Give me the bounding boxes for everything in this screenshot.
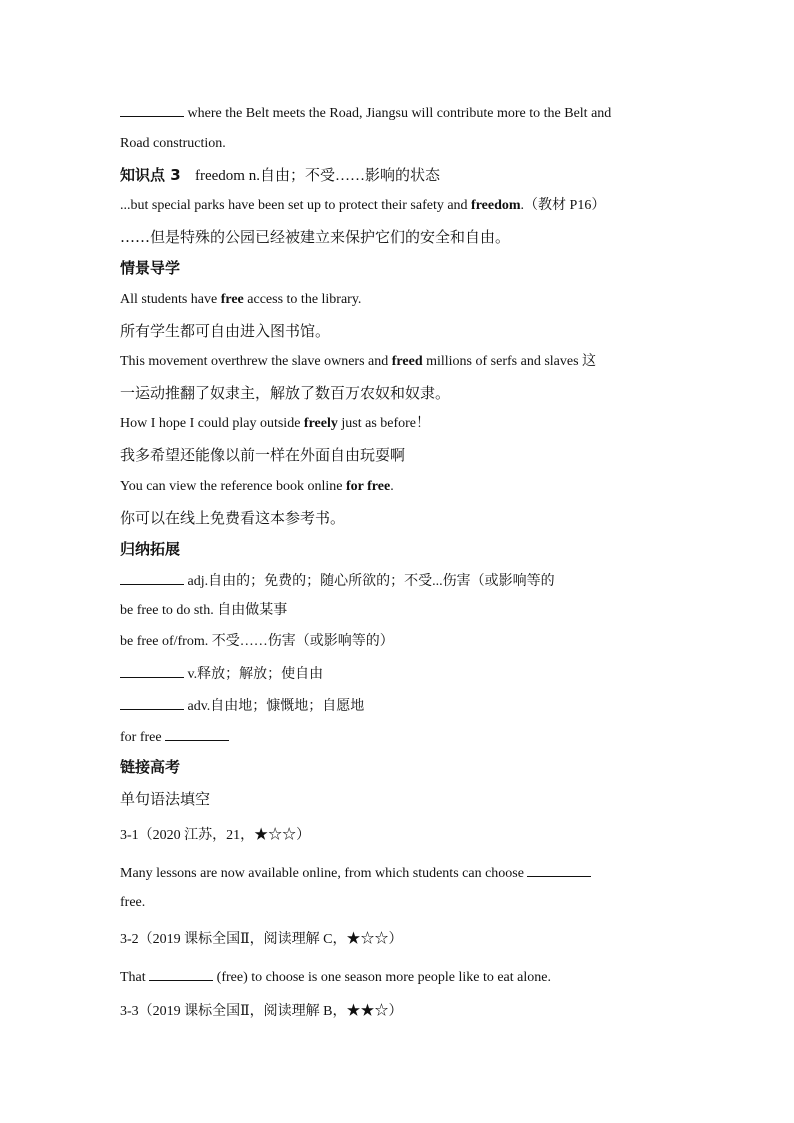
text: You can view the reference book online <box>120 479 347 494</box>
subsection-heading: 单句语法填空 <box>120 790 211 808</box>
keyword: free <box>220 292 244 307</box>
example-translation: 所有学生都可自由进入图书馆。 <box>120 322 331 340</box>
section-heading: 情景导学 <box>120 259 181 277</box>
question-number: 3-1（2020 江苏，21，★☆☆） <box>120 828 311 843</box>
summary-line <box>120 726 680 748</box>
kp-label: 知识点 3 <box>120 166 181 184</box>
text: millions of serfs and slaves 这 <box>422 354 597 369</box>
text: adv.自由地；慷慨地；自愿地 <box>184 699 365 714</box>
answer-blank[interactable] <box>120 695 184 710</box>
text: This movement overthrew the slave owners and <box>120 354 392 369</box>
example-sentence <box>120 290 680 310</box>
example-sentence <box>120 196 680 216</box>
text: adj.自由的；免费的；随心所欲的；不受...伤害（或影响等的 <box>184 574 555 589</box>
text: All students have <box>120 292 221 307</box>
answer-blank[interactable] <box>120 102 184 117</box>
answer-blank[interactable] <box>165 726 229 741</box>
kp-body: freedom n.自由；不受……影响的状态 <box>194 168 440 184</box>
example-translation: ……但是特殊的公园已经被建立来保护它们的安全和自由。 <box>120 228 511 246</box>
example-translation: 一运动推翻了奴隶主，解放了数百万农奴和奴隶。 <box>120 384 451 402</box>
text-line: Road construction. <box>120 136 226 151</box>
text: access to the library. <box>243 292 362 307</box>
text: v.释放；解放；使自由 <box>184 667 324 682</box>
question-text: free. <box>120 895 146 910</box>
answer-blank[interactable] <box>120 570 184 585</box>
text: Many lessons are now available online, from which students can choose <box>120 866 528 881</box>
summary-line: be free of/from. 不受……伤害（或影响等的） <box>120 634 394 649</box>
summary-line <box>120 695 680 717</box>
question-text <box>120 966 680 988</box>
text: ...but special parks have been set up to protect their safety and <box>120 198 472 213</box>
text: just as before！ <box>337 416 431 431</box>
text: where the Belt meets the Road, Jiangsu will contribute more to the Belt and <box>184 106 612 121</box>
answer-blank[interactable] <box>527 862 591 877</box>
answer-blank[interactable] <box>120 663 184 678</box>
question-text <box>120 862 680 884</box>
summary-line <box>120 570 680 592</box>
example-sentence <box>120 477 680 497</box>
example-sentence <box>120 414 680 434</box>
text: (free) to choose is one season more people like to eat alone. <box>213 970 551 985</box>
summary-line: be free to do sth. 自由做某事 <box>120 603 288 618</box>
example-translation: 我多希望还能像以前一样在外面自由玩耍啊 <box>120 446 406 464</box>
section-heading: 归纳拓展 <box>120 540 181 558</box>
example-sentence <box>120 352 680 372</box>
keyword: for free <box>346 479 391 494</box>
keyword: freely <box>303 416 338 431</box>
text: . <box>390 479 394 494</box>
keyword: freedom <box>471 198 521 213</box>
question-number: 3-3（2019 课标全国Ⅱ，阅读理解 B，★★☆） <box>120 1004 403 1019</box>
example-translation: 你可以在线上免费看这本参考书。 <box>120 509 346 527</box>
summary-line <box>120 663 680 685</box>
text-line <box>120 102 680 124</box>
text: .（教材 P16） <box>520 198 606 213</box>
knowledge-point-heading <box>120 165 680 186</box>
keyword: freed <box>391 354 423 369</box>
question-number: 3-2（2019 课标全国Ⅱ，阅读理解 C，★☆☆） <box>120 932 403 947</box>
text: How I hope I could play outside <box>120 416 304 431</box>
text: for free <box>120 730 166 745</box>
section-heading: 链接高考 <box>120 758 181 776</box>
answer-blank[interactable] <box>149 966 213 981</box>
text: That <box>120 970 150 985</box>
